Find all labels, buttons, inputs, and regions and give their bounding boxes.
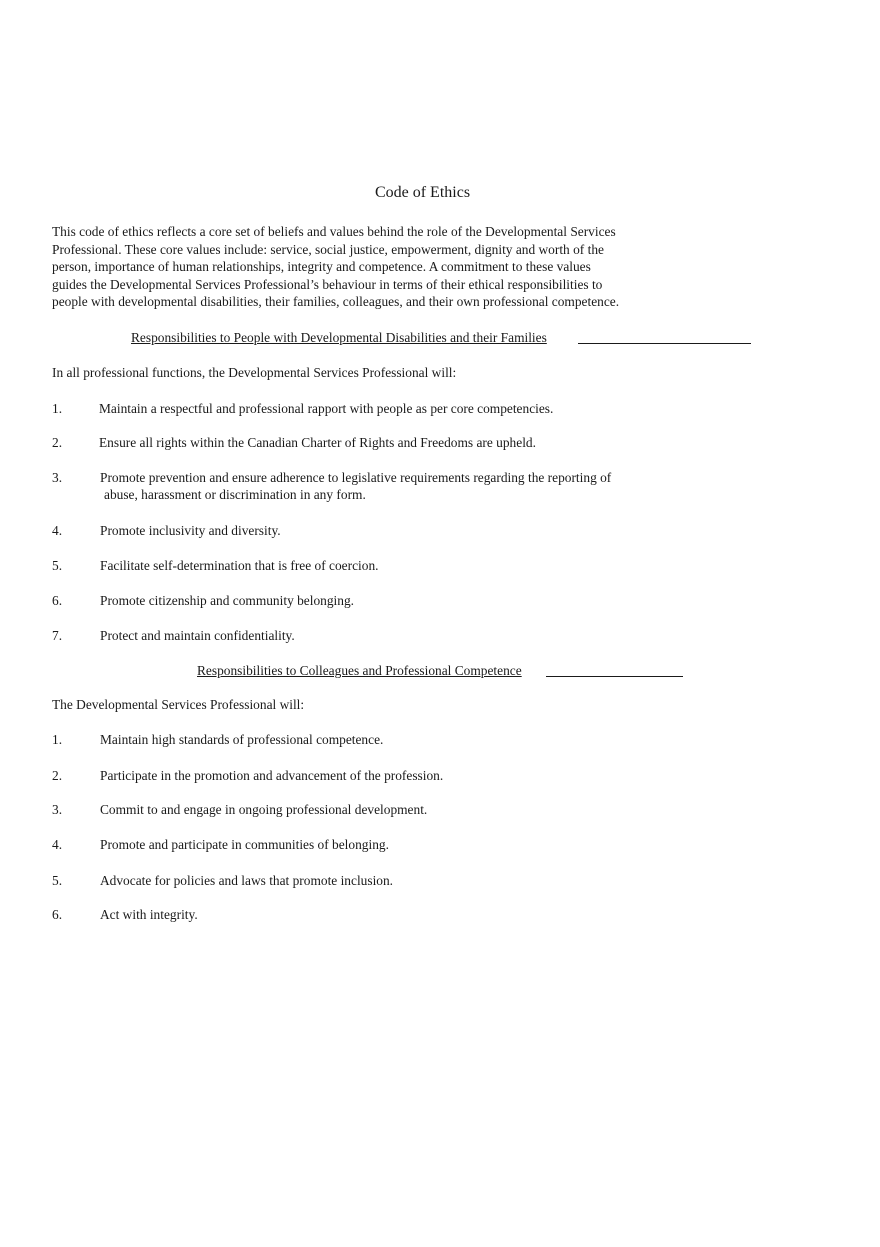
list-item-number: 4. <box>52 523 63 538</box>
list-item-number: 6. <box>52 907 63 922</box>
list-item-text-continued: abuse, harassment or discrimination in any form. <box>104 487 366 502</box>
section-heading-text: Responsibilities to Colleagues and Professional Competence <box>197 663 522 678</box>
list-item-number: 3. <box>52 802 63 817</box>
list-item-number: 2. <box>52 768 63 783</box>
list-item-number: 3. <box>52 470 63 485</box>
list-item-text: Promote inclusivity and diversity. <box>100 523 281 538</box>
list-item-number: 5. <box>52 558 63 573</box>
section-lead-text: The Developmental Services Professional will: <box>52 697 305 712</box>
intro-line: guides the Developmental Services Professional’s behaviour in terms of their ethical responsibilities to <box>52 276 603 292</box>
list-item-number: 6. <box>52 593 63 608</box>
list-item-text: Ensure all rights within the Canadian Charter of Rights and Freedoms are upheld. <box>99 435 536 450</box>
heading-underline-rule <box>546 676 683 677</box>
intro-line: Professional. These core values include: service, social justice, empowerment, dignity and worth of the <box>52 241 604 257</box>
list-item-text: Promote and participate in communities of belonging. <box>100 837 389 852</box>
section-lead-text: In all professional functions, the Developmental Services Professional will: <box>52 365 457 380</box>
list-item-text: Advocate for policies and laws that promote inclusion. <box>100 873 394 888</box>
section-heading-colleagues <box>197 662 522 680</box>
list-item-number: 2. <box>52 435 63 450</box>
list-item-number: 4. <box>52 837 63 852</box>
list-item-text: Protect and maintain confidentiality. <box>100 628 295 643</box>
list-item-text: Maintain high standards of professional competence. <box>100 732 384 747</box>
list-item-text: Participate in the promotion and advancement of the profession. <box>100 768 444 783</box>
list-item-number: 7. <box>52 628 63 643</box>
list-item-text: Promote prevention and ensure adherence to legislative requirements regarding the reporting of <box>100 470 612 485</box>
list-item-number: 1. <box>52 732 63 747</box>
intro-line: people with developmental disabilities, their families, colleagues, and their own professional competence. <box>52 294 620 310</box>
section-heading-text: Responsibilities to People with Developmental Disabilities and their Families <box>131 330 547 345</box>
list-item-number: 1. <box>52 401 63 416</box>
list-item-text: Facilitate self-determination that is free of coercion. <box>100 558 379 573</box>
list-item-text: Maintain a respectful and professional rapport with people as per core competencies. <box>99 401 554 416</box>
intro-paragraph <box>52 223 692 311</box>
intro-line: This code of ethics reflects a core set of beliefs and values behind the role of the Developmental Services <box>52 224 616 239</box>
section-heading-families <box>131 329 547 347</box>
intro-line: person, importance of human relationships, integrity and competence. A commitment to these values <box>52 259 591 275</box>
list-item-text: Act with integrity. <box>100 907 198 922</box>
page-title: Code of Ethics <box>374 184 471 201</box>
list-item-text: Promote citizenship and community belonging. <box>100 593 355 608</box>
list-item-text: Commit to and engage in ongoing professional development. <box>100 802 428 817</box>
heading-underline-rule <box>578 343 751 344</box>
list-item-number: 5. <box>52 873 63 888</box>
